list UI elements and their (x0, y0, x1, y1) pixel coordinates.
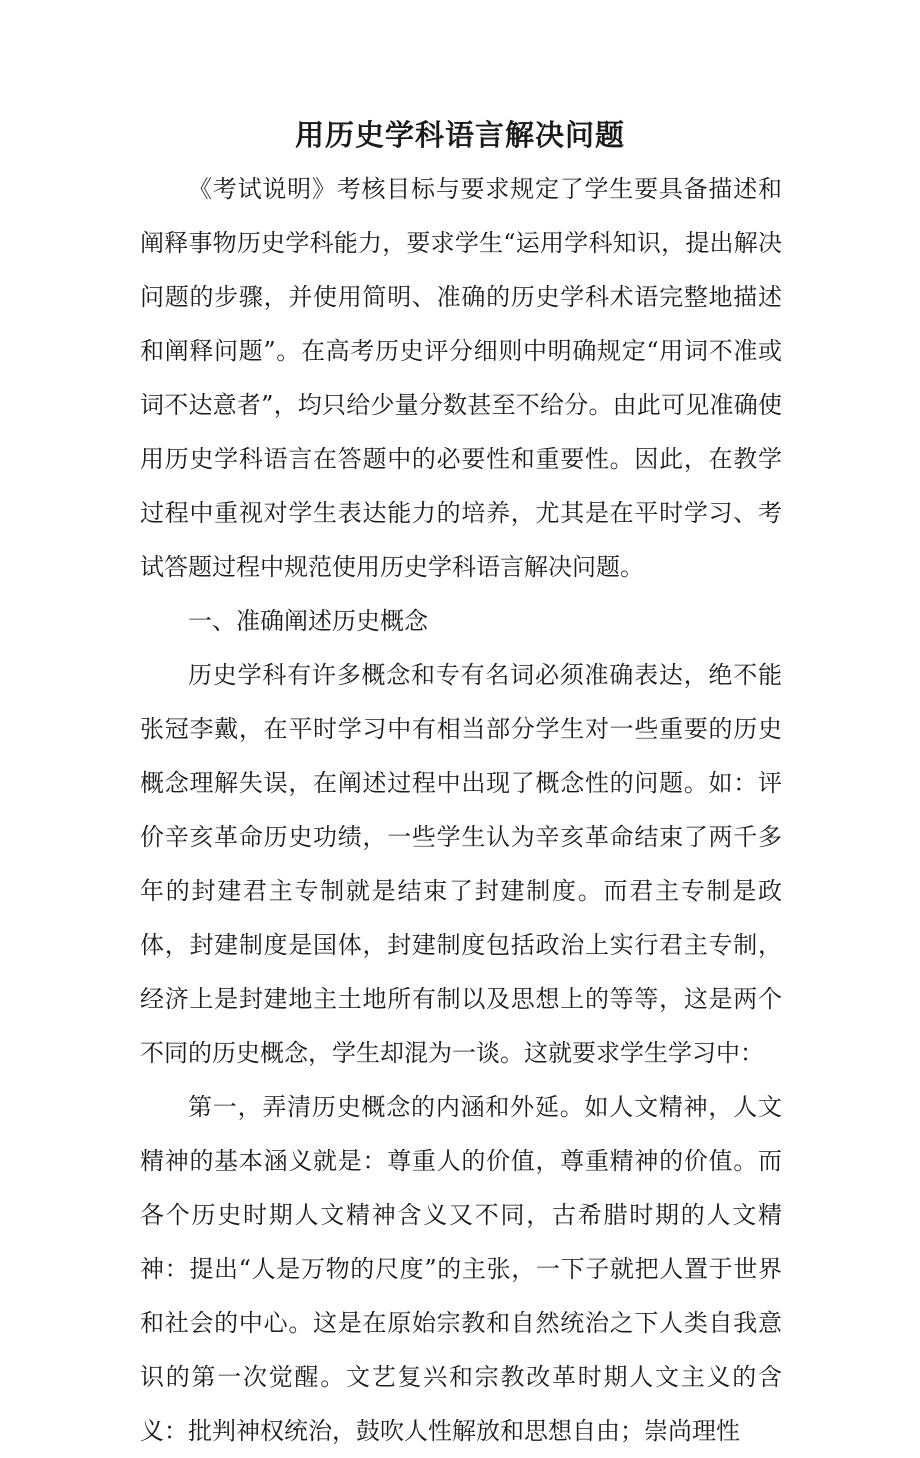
document-body (140, 162, 782, 1458)
paragraph-concepts: 历史学科有许多概念和专有名词必须准确表达，绝不能张冠李戴，在平时学习中有相当部分学生对一些重要的历史概念理解失误，在阐述过程中出现了概念性的问题。如：评价辛亥革命历史功绩，一些学生认为辛亥革命结束了两千多年的封建君主专制就是结束了封建制度。而君主专制是政体，封建制度是国体，封建制度包括政治上实行君主专制，经济上是封建地主土地所有制以及思想上的等等，这是两个不同的历史概念，学生却混为一谈。这就要求学生学习中： (140, 661, 782, 1067)
document-title: 用历史学科语言解决问题 (294, 118, 625, 152)
section-heading: 一、准确阐述历史概念 (188, 607, 428, 635)
paragraph-first-point: 第一，弄清历史概念的内涵和外延。如人文精神，人文精神的基本涵义就是：尊重人的价值，尊重精神的价值。而各个历史时期人文精神含义又不同，古希腊时期的人文精神：提出“人是万物的尺度”的主张，一下子就把人置于世界和社会的中心。这是在原始宗教和自然统治之下人类自我意识的第一次觉醒。文艺复兴和宗教改革时期人文主义的含义：批判神权统治，鼓吹人性解放和思想自由；崇尚理性 (140, 1093, 782, 1445)
paragraph-intro: 《考试说明》考核目标与要求规定了学生要具备描述和阐释事物历史学科能力，要求学生“运用学科知识，提出解决问题的步骤，并使用简明、准确的历史学科术语完整地描述和阐释问题”。在高考历史评分细则中明确规定“用词不准或词不达意者”，均只给少量分数甚至不给分。由此可见准确使用历史学科语言在答题中的必要性和重要性。因此，在教学过程中重视对学生表达能力的培养，尤其是在平时学习、考试答题过程中规范使用历史学科语言解决问题。 (140, 175, 782, 581)
